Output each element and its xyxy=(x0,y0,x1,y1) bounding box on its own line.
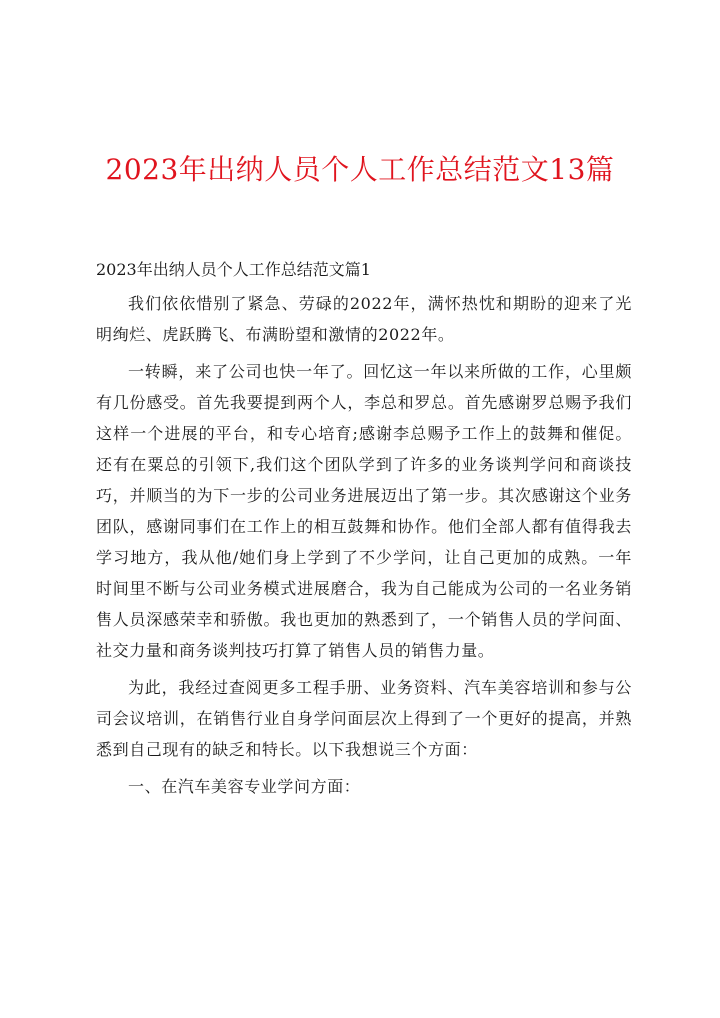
paragraph-1: 我们依依惜别了紧急、劳碌的2022年，满怀热忱和期盼的迎来了光明绚烂、虎跃腾飞、布满盼望和激情的2022年。 xyxy=(96,294,632,344)
document-body xyxy=(96,254,632,802)
paragraph-2: 一转瞬，来了公司也快一年了。回忆这一年以来所做的工作，心里颇有几份感受。首先我要提到两个人，李总和罗总。首先感谢罗总赐予我们这样一个进展的平台，和专心培育;感谢李总赐予工作上的鼓舞和催促。还有在粟总的引领下,我们这个团队学到了许多的业务谈判学问和商谈技巧，并顺当的为下一步的公司业务进展迈出了第一步。其次感谢这个业务团队，感谢同事们在工作上的相互鼓舞和协作。他们全部人都有值得我去学习地方，我从他/她们身上学到了不少学问，让自己更加的成熟。一年时间里不断与公司业务模式进展磨合，我为自己能成为公司的一名业务销售人员深感荣幸和骄傲。我也更加的熟悉到了，一个销售人员的学问面、社交力量和商务谈判技巧打算了销售人员的销售力量。 xyxy=(96,362,632,660)
document-title: 2023年出纳人员个人工作总结范文13篇 xyxy=(105,153,615,186)
section-heading: 2023年出纳人员个人工作总结范文篇1 xyxy=(96,260,371,279)
paragraph-4: 一、在汽车美容专业学问方面： xyxy=(128,777,361,796)
paragraph-3: 为此，我经过查阅更多工程手册、业务资料、汽车美容培训和参与公司会议培训，在销售行业自身学问面层次上得到了一个更好的提高，并熟悉到自己现有的缺乏和特长。以下我想说三个方面： xyxy=(96,678,632,759)
